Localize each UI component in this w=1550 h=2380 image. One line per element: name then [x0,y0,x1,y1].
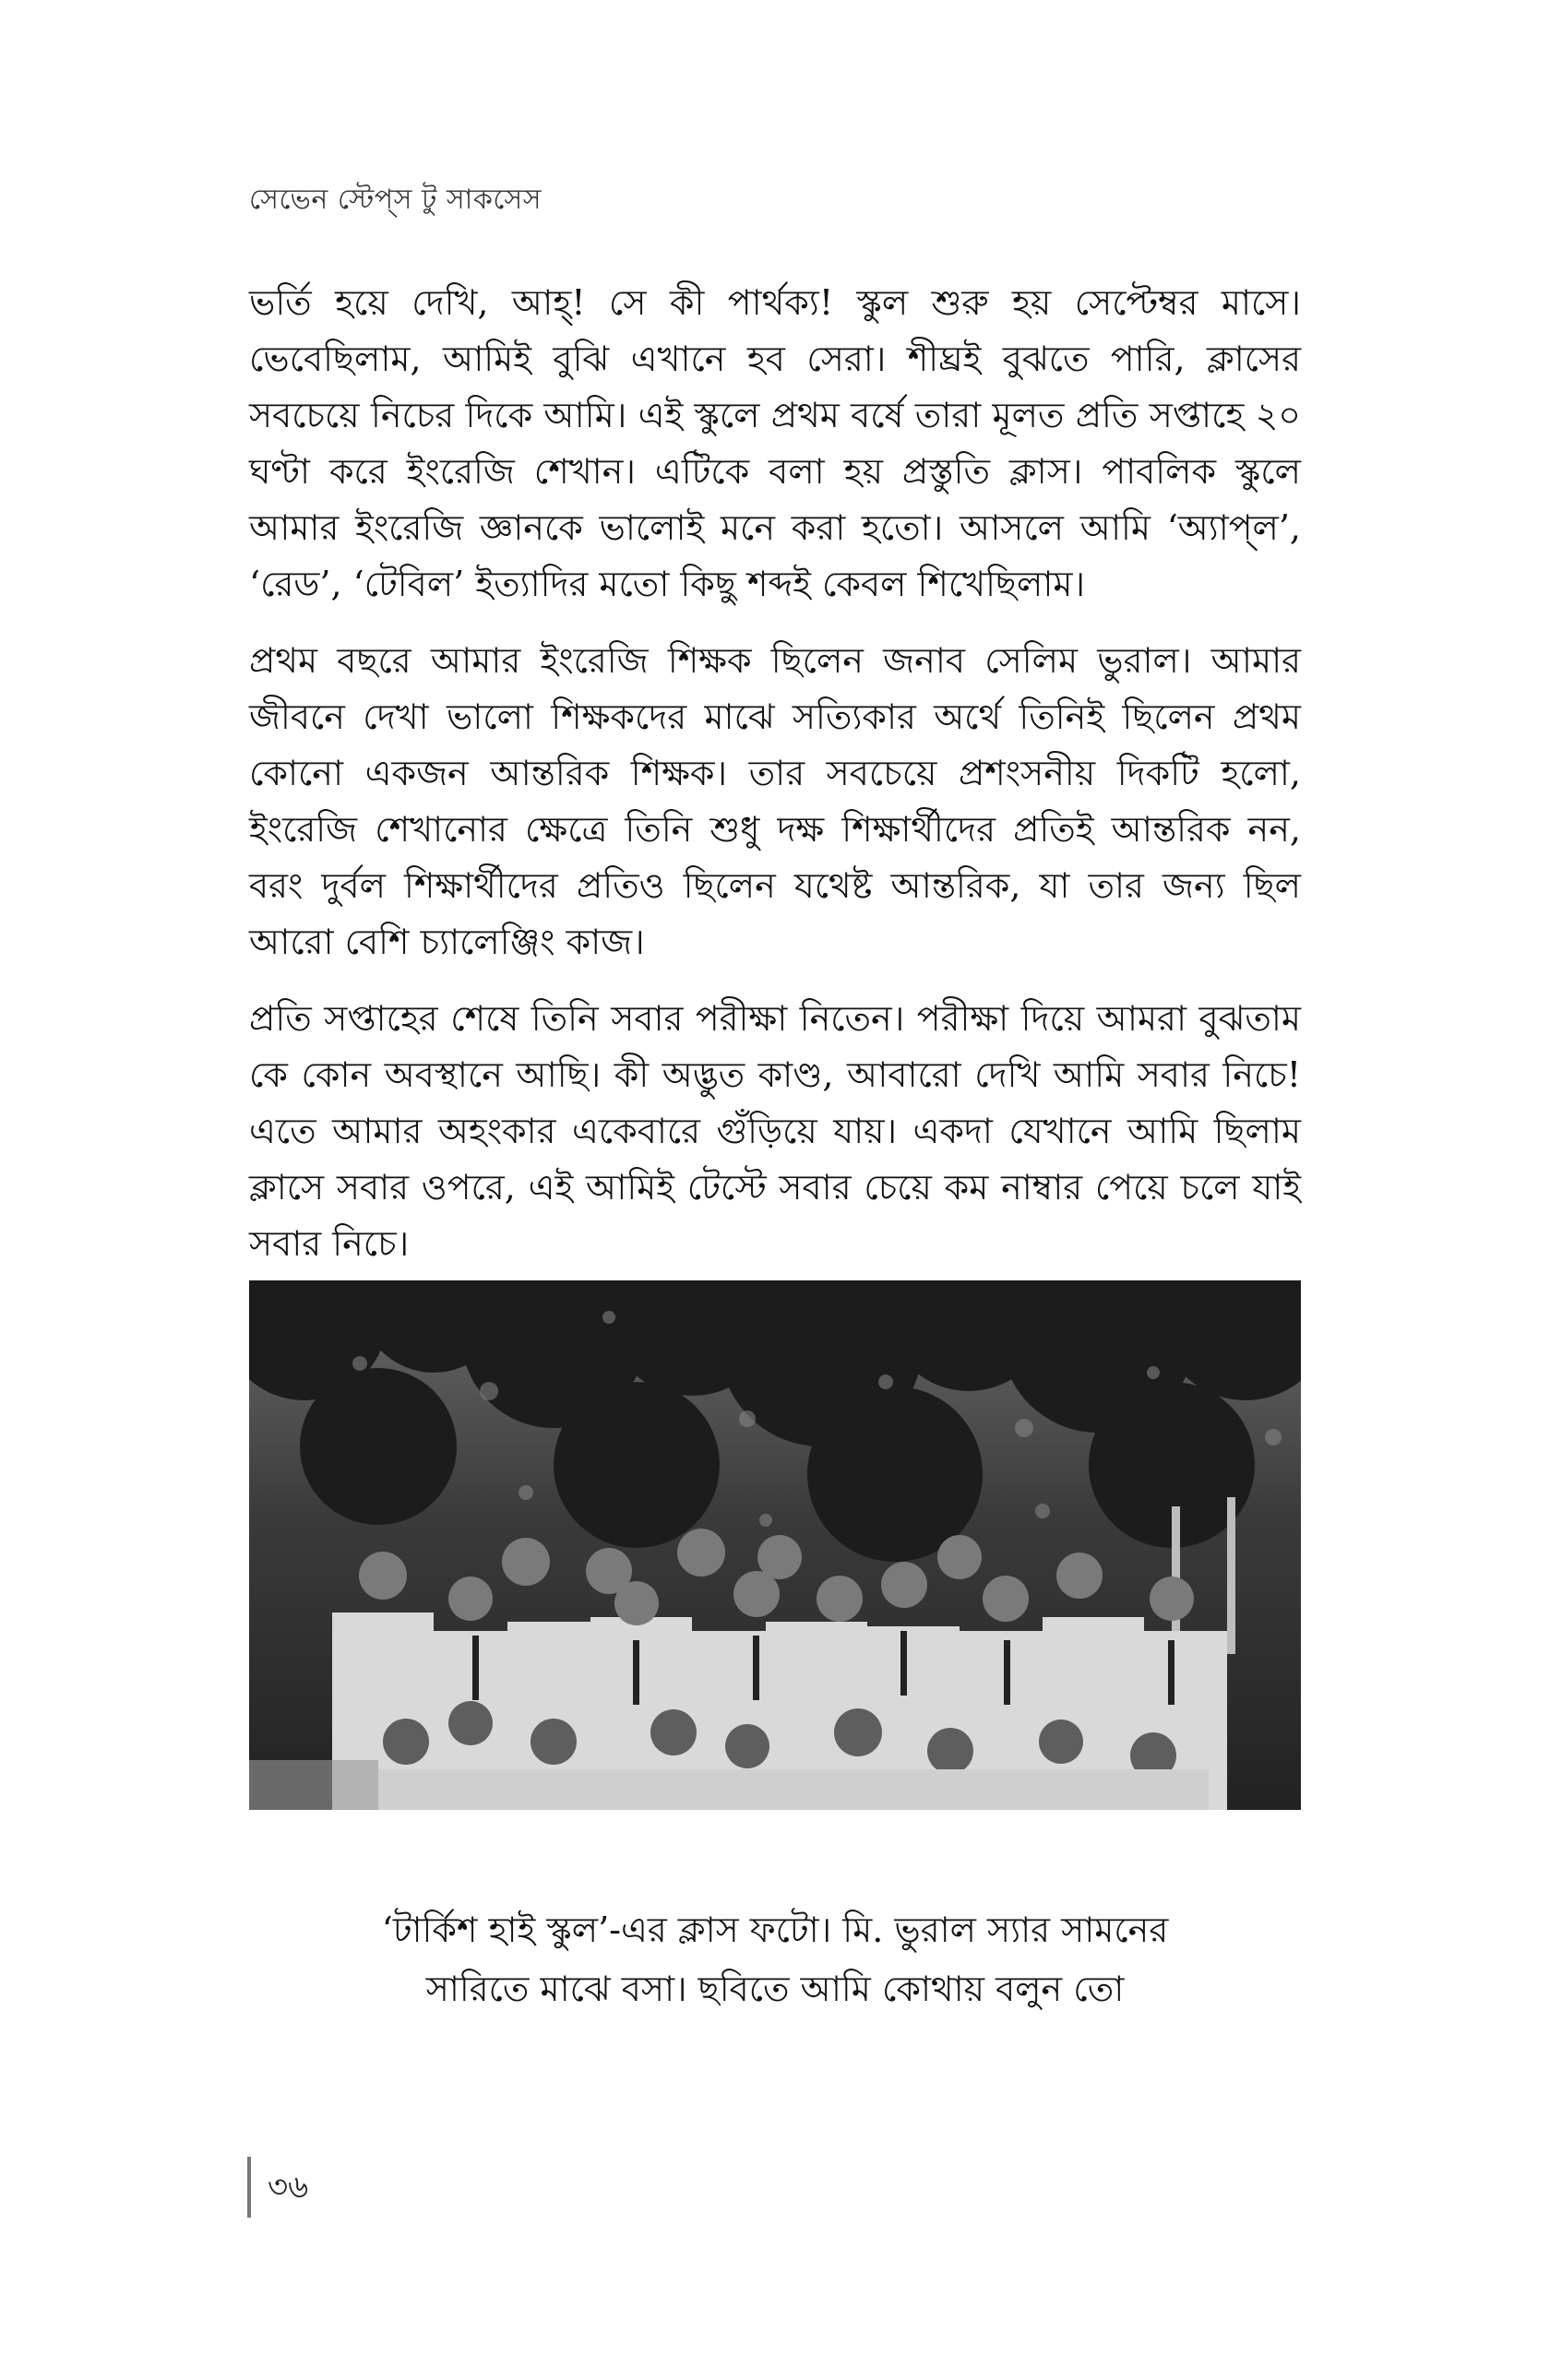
paragraph: ভর্তি হয়ে দেখি, আহ্‌! সে কী পার্থক্য! স্কুল শুরু হয় সেপ্টেম্বর মাসে। ভেবেছিলাম, আমিই বুঝি এখানে হব সেরা। শীঘ্রই বুঝতে পারি, ক্লাসের সবচেয়ে নিচের দিকে আমি। এই স্কুলে প্রথম বর্ষে তারা মূলত প্রতি সপ্তাহে ২০ ঘণ্টা করে ইংরেজি শেখান। এটিকে বলা হয় প্রস্তুতি ক্লাস। পাবলিক স্কুলে আমার ইংরেজি জ্ঞানকে ভালোই মনে করা হতো। আসলে আমি ‘অ্যাপ্‌ল’, ‘রেড’, ‘টেবিল’ ইত্যাদির মতো কিছু শব্দই কেবল শিখেছিলাম। [249,282,1301,604]
caption-line: সারিতে মাঝে বসা। ছবিতে আমি কোথায় বলুন তো [425,1969,1125,2009]
running-head: সেভেন স্টেপ্‌স টু সাকসেস [249,184,542,216]
page-number: ৩৬ [268,2169,309,2206]
body-text [249,275,1301,1292]
class-photo [249,1280,1301,1810]
paragraph: প্রথম বছরে আমার ইংরেজি শিক্ষক ছিলেন জনাব সেলিম ভুরাল। আমার জীবনে দেখা ভালো শিক্ষকদের মাঝে সত্যিকার অর্থে তিনিই ছিলেন প্রথম কোনো একজন আন্তরিক শিক্ষক। তার সবচেয়ে প্রশংসনীয় দিকটি হলো, ইংরেজি শেখানোর ক্ষেত্রে তিনি শুধু দক্ষ শিক্ষার্থীদের প্রতিই আন্তরিক নন, বরং দুর্বল শিক্ষার্থীদের প্রতিও ছিলেন যথেষ্ট আন্তরিক, যা তার জন্য ছিল আরো বেশি চ্যালেঞ্জিং কাজ। [249,640,1301,962]
photo-caption [249,1900,1301,2018]
page-footer [247,2157,308,2218]
caption-line: ‘টার্কিশ হাই স্কুল’-এর ক্লাস ফটো। মি. ভুরাল স্যার সামনের [381,1910,1169,1950]
paragraph: প্রতি সপ্তাহের শেষে তিনি সবার পরীক্ষা নিতেন। পরীক্ষা দিয়ে আমরা বুঝতাম কে কোন অবস্থানে আছি। কী অদ্ভুত কাণ্ড, আবারো দেখি আমি সবার নিচে! এতে আমার অহংকার একেবারে গুঁড়িয়ে যায়। একদা যেখানে আমি ছিলাম ক্লাসে সবার ওপরে, এই আমিই টেস্টে সবার চেয়ে কম নাম্বার পেয়ে চলে যাই সবার নিচে। [249,998,1301,1264]
